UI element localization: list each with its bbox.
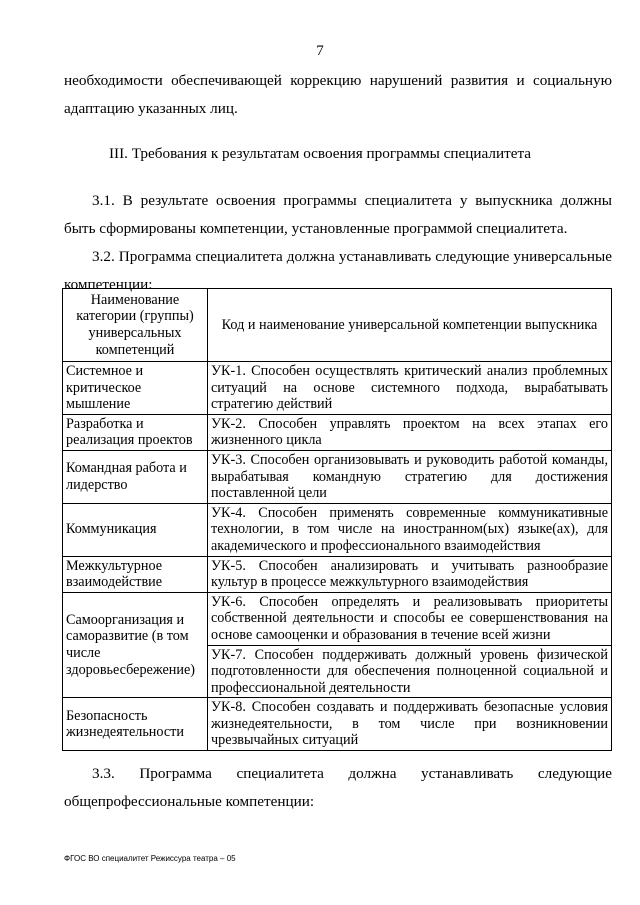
- paragraph-3-3-line2: общепрофессиональные компетенции:: [64, 793, 315, 810]
- table-row: [63, 592, 612, 645]
- competence-cell: УК-7. Способен поддерживать должный уровень физической подготовленности для обеспечения полноценной социальной и профессиональной деятельности: [208, 645, 612, 698]
- page-footer: ФГОС ВО специалитет Режиссура театра – 05: [64, 854, 236, 863]
- competence-cell: УК-6. Способен определять и реализовывать приоритеты собственной деятельности и способы ее совершенствования на основе самооценки и образования в течение всей жизни: [208, 592, 612, 645]
- table-row: [63, 698, 612, 751]
- table-header-competence: Код и наименование универсальной компетенции выпускника: [208, 289, 612, 362]
- paragraph-3-3-line1: [64, 760, 612, 788]
- category-cell: Системное и критическое мышление: [63, 362, 208, 415]
- word: специалитета: [236, 765, 324, 782]
- table-row: [63, 450, 612, 503]
- category-cell: Командная работа и лидерство: [63, 450, 208, 503]
- word: должна: [348, 765, 397, 782]
- table-header-category: Наименование категории (группы) универсальных компетенций: [63, 289, 208, 362]
- competence-cell: УК-5. Способен анализировать и учитывать разнообразие культур в процессе межкультурного взаимодействия: [208, 556, 612, 592]
- competence-cell: УК-3. Способен организовывать и руководить работой команды, вырабатывая командную стратегию для достижения поставленной цели: [208, 450, 612, 503]
- table-row: [63, 414, 612, 450]
- paragraph-3-3: [64, 760, 612, 816]
- competence-cell: УК-1. Способен осуществлять критический анализ проблемных ситуаций на основе системного подхода, вырабатывать стратегию действий: [208, 362, 612, 415]
- table-row: [63, 362, 612, 415]
- paragraph-3-1: 3.1. В результате освоения программы специалитета у выпускника должны быть сформированы компетенции, установленные программой специалитета.: [64, 192, 612, 237]
- table-row: [63, 503, 612, 556]
- page-number: 7: [316, 43, 324, 59]
- table-header-row: [63, 289, 612, 362]
- word: следующие: [537, 765, 612, 782]
- table-row: [63, 556, 612, 592]
- category-cell: Коммуникация: [63, 503, 208, 556]
- competence-cell: УК-8. Способен создавать и поддерживать безопасные условия жизнедеятельности, в том числе при возникновении чрезвычайных ситуаций: [208, 698, 612, 751]
- section-title: III. Требования к результатам освоения программы специалитета: [108, 145, 532, 162]
- word: Программа: [139, 765, 212, 782]
- competence-cell: УК-2. Способен управлять проектом на всех этапах его жизненного цикла: [208, 414, 612, 450]
- category-cell: Межкультурное взаимодействие: [63, 556, 208, 592]
- word: 3.3.: [92, 765, 115, 782]
- word: устанавливать: [421, 765, 514, 782]
- category-cell: Безопасность жизнедеятельности: [63, 698, 208, 751]
- competence-cell: УК-4. Способен применять современные коммуникативные технологии, в том числе на иностранном(ых) языке(ах), для академического и профессионального взаимодействия: [208, 503, 612, 556]
- paragraph-3-2: 3.2. Программа специалитета должна устанавливать следующие универсальные компетенции:: [64, 248, 612, 293]
- category-cell: Самоорганизация и саморазвитие (в том числе здоровьесбережение): [63, 592, 208, 698]
- continuation-paragraph: необходимости обеспечивающей коррекцию нарушений развития и социальную адаптацию указанных лиц.: [64, 72, 612, 117]
- universal-competences-table: [62, 288, 612, 751]
- category-cell: Разработка и реализация проектов: [63, 414, 208, 450]
